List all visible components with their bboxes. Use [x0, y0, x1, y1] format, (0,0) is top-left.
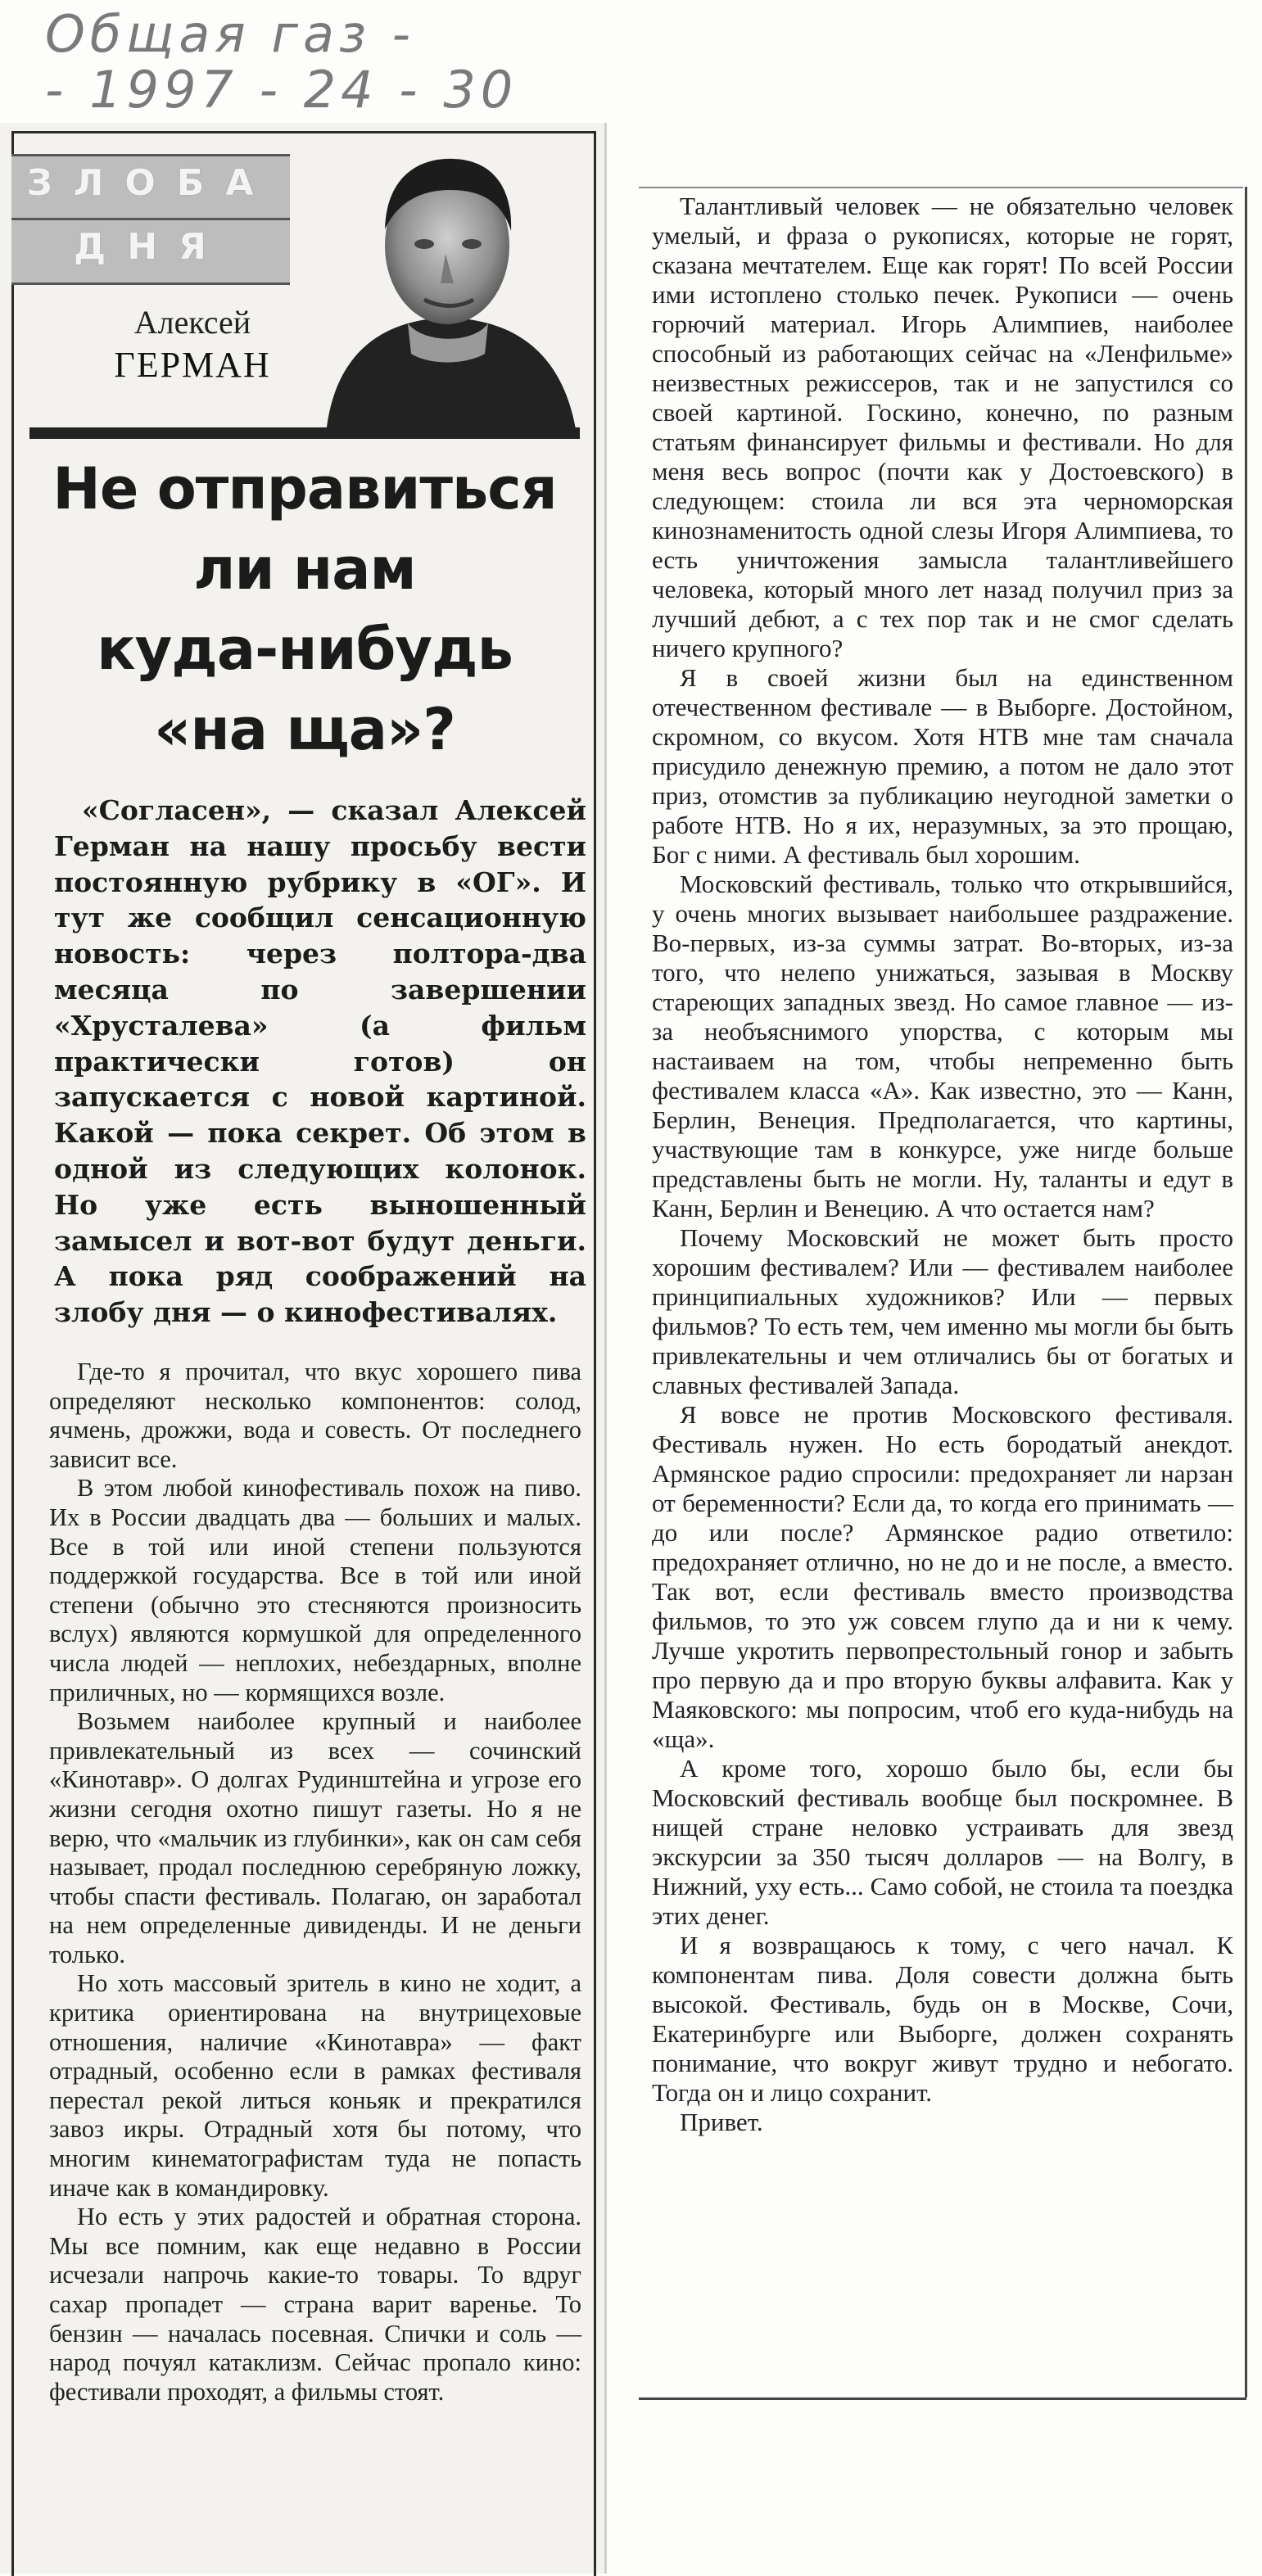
left-paragraph-5: Но есть у этих радостей и обратная сторона. Мы все помним, как еще недавно в России исчезали напрочь какие-то товары. То вдруг сахар пропадет — страна варит варенье. То бензин — началась посевная. Спички и соль — народ почуял катаклизм. Сейчас пропало кино: фестивали проходят, а фильмы стоят.: [49, 2203, 581, 2406]
rubric-line-1: ЗЛОБА: [26, 162, 275, 204]
right-paragraph-4: Почему Московский не может быть просто хорошим фестивалем? Или — фестивалем наиболее принципиальных художников? Или — первых фильмов? То есть тем, чем именно мы могли бы быть привлекательны и чем отличались бы от богатых и славных фестивалей Запада.: [652, 1223, 1233, 1399]
headline-line-3: куда-нибудь: [97, 616, 513, 683]
right-column-top-rule: [639, 187, 1243, 188]
right-paragraph-3: Московский фестиваль, только что открывшийся, у очень многих вызывает наибольшее раздражение. Во-первых, из-за суммы затрат. Во-вторых, из-за того, что нелепо унижаться, зазывая в Москву стареющих западных звезд. Но самое главное — из-за необъяснимого упорства, с которым мы настаиваем на том, чтобы непременно быть фестивалем класса «А». Как известно, это — Канн, Берлин, Венеция. Предполагается, что картины, участвующие там в конкурсе, уже нигде больше представлены быть не могли. Ну, таланты и едут в Канн, Берлин и Венецию. А что остается нам?: [652, 870, 1233, 1222]
header-divider: [29, 427, 580, 439]
left-paragraph-1: Где-то я прочитал, что вкус хорошего пива определяют несколько компонентов: солод, ячмень, дрожжи, вода и совесть. От последнего зависит все.: [49, 1358, 581, 1473]
author-first-name: Алексей: [133, 304, 251, 341]
right-column-bottom-rule: [639, 2397, 1246, 2400]
left-paragraph-4: Но хоть массовый зритель в кино не ходит, а критика ориентирована на внутрицеховые отношения, наличие «Кинотавра» — факт отрадный, особенно если в рамках фестиваля перестал рекой литься коньяк и прекратился завоз икры. Отрадный хотя бы потому, что многим кинематографистам туда не попасть иначе как в командировку.: [49, 1969, 581, 2202]
signoff: Привет.: [680, 2108, 763, 2136]
author-last-name: ГЕРМАН: [114, 345, 271, 385]
right-paragraph-1: Талантливый человек — не обязательно человек умелый, и фраза о рукописях, которые не горят, сказана мечтателем. Еще как горят! По всей России ими истоплено столько печек. Рукописи — очень горючий материал. Игорь Алимпиев, наиболее способный из работающих сейчас на «Ленфильме» неизвестных режиссеров, так и не запустился со своей картиной. Госкино, конечно, по разным статьям финансирует фильмы и фестивали. Но для меня весь вопрос (почти как у Достоевского) в следующем: стоила ли вся эта черноморская кинознаменитость одной слезы Игоря Алимпиева, то есть уничтожения замысла талантливейшего человека, который много лет назад получил приз за лучший дебют, а с тех пор так и не смог сделать ничего крупного?: [652, 192, 1233, 662]
rubric-box: [11, 154, 290, 285]
right-paragraph-5: Я вовсе не против Московского фестиваля. Фестиваль нужен. Но есть бородатый анекдот. Армянское радио спросили: предохраняет ли нарзан от беременности? Если да, то когда его принимать — до или после? Армянское радио ответило: предохраняет отлично, но не до и не после, а вместо. Так вот, если фестиваль вместо производства фильмов, то это уж совсем глупо да и ни к чему. Лучше укротить первопрестольный гонор и забыть про первую да и про вторую буквы алфавита. Как у Маяковского: мы попросим, чтоб его куда-нибудь на «ща».: [652, 1400, 1233, 1753]
right-paragraph-6: А кроме того, хорошо было бы, если бы Московский фестиваль вообще был поскромнее. В нищей стране неловко устраивать для звезд экскурсии за 350 тысяч долларов — на Волгу, в Нижний, уху есть... Само собой, не стоила та поездка этих денег.: [652, 1754, 1233, 1930]
right-column-edge: [1245, 187, 1247, 2397]
author-portrait: [310, 139, 585, 434]
article-right-column: [652, 192, 1233, 2137]
headline-line-1: Не отправиться: [52, 455, 557, 522]
handwritten-line-1: Общая газ -: [45, 4, 416, 64]
left-paragraph-2: В этом любой кинофестиваль похож на пиво. Их в России двадцать два — больших и малых. Все в той или иной степени пользуются поддержкой государства. Все в той или иной степени (обычно это стесняются произносить вслух) являются кормушкой для определенного числа людей — неплохих, небездарных, вполне приличных, но — кормящихся возле.: [49, 1474, 581, 1706]
rubric-line-2: ДНЯ: [74, 226, 228, 268]
left-paragraph-3: Возьмем наиболее крупный и наиболее привлекательный из всех — сочинский «Кинотавр». О долгах Рудинштейна и угрозе его жизни сегодня охотно пишут газеты. Но я не верю, что «мальчик из глубинки», как он сам себя называет, продал последнюю серебряную ложку, чтобы спасти фестиваль. Полагаю, он заработал на нем определенные дивиденды. И не деньги только.: [49, 1707, 581, 1968]
headline: [18, 449, 591, 770]
right-paragraph-2: Я в своей жизни был на единственном отечественном фестивале — в Выборге. Достойном, скромном, со вкусом. Хотя НТВ мне там сначала присудило денежную премию, а потом не дало этот приз, отомстив за публикацию неугодной заметки о работе НТВ. Но я их, неразумных, за это прощаю, Бог с ними. А фестиваль был хорошим.: [652, 663, 1233, 869]
lead-text: «Согласен», — сказал Алексей Герман на нашу просьбу вести постоянную рубрику в «ОГ». И тут же сообщил сенсационную новость: через полтора-два месяца по завершении «Хрусталева» (а фильм практически готов) он запускается с новой картиной. Какой — пока секрет. Об этом в одной из следующих колонок. Но уже есть выношенный замысел и вот-вот будут деньги. А пока ряд соображений на злобу дня — о кинофестивалях.: [54, 794, 586, 1329]
headline-line-4: «на ща»?: [154, 696, 455, 763]
lead-paragraph: [54, 793, 586, 1331]
article-left-column: [49, 1358, 581, 2407]
right-paragraph-7: И я возвращаюсь к тому, с чего начал. К компонентам пива. Доля совести должна быть высокой. Фестиваль, будь он в Москве, Сочи, Екатеринбурге или Выборге, должен сохранять понимание, что вокруг живут трудно и небогато. Тогда он и лицо сохранит.: [652, 1931, 1233, 2107]
handwritten-line-2: - 1997 - 24 - 30: [45, 60, 518, 120]
headline-line-2: ли нам: [193, 536, 416, 603]
